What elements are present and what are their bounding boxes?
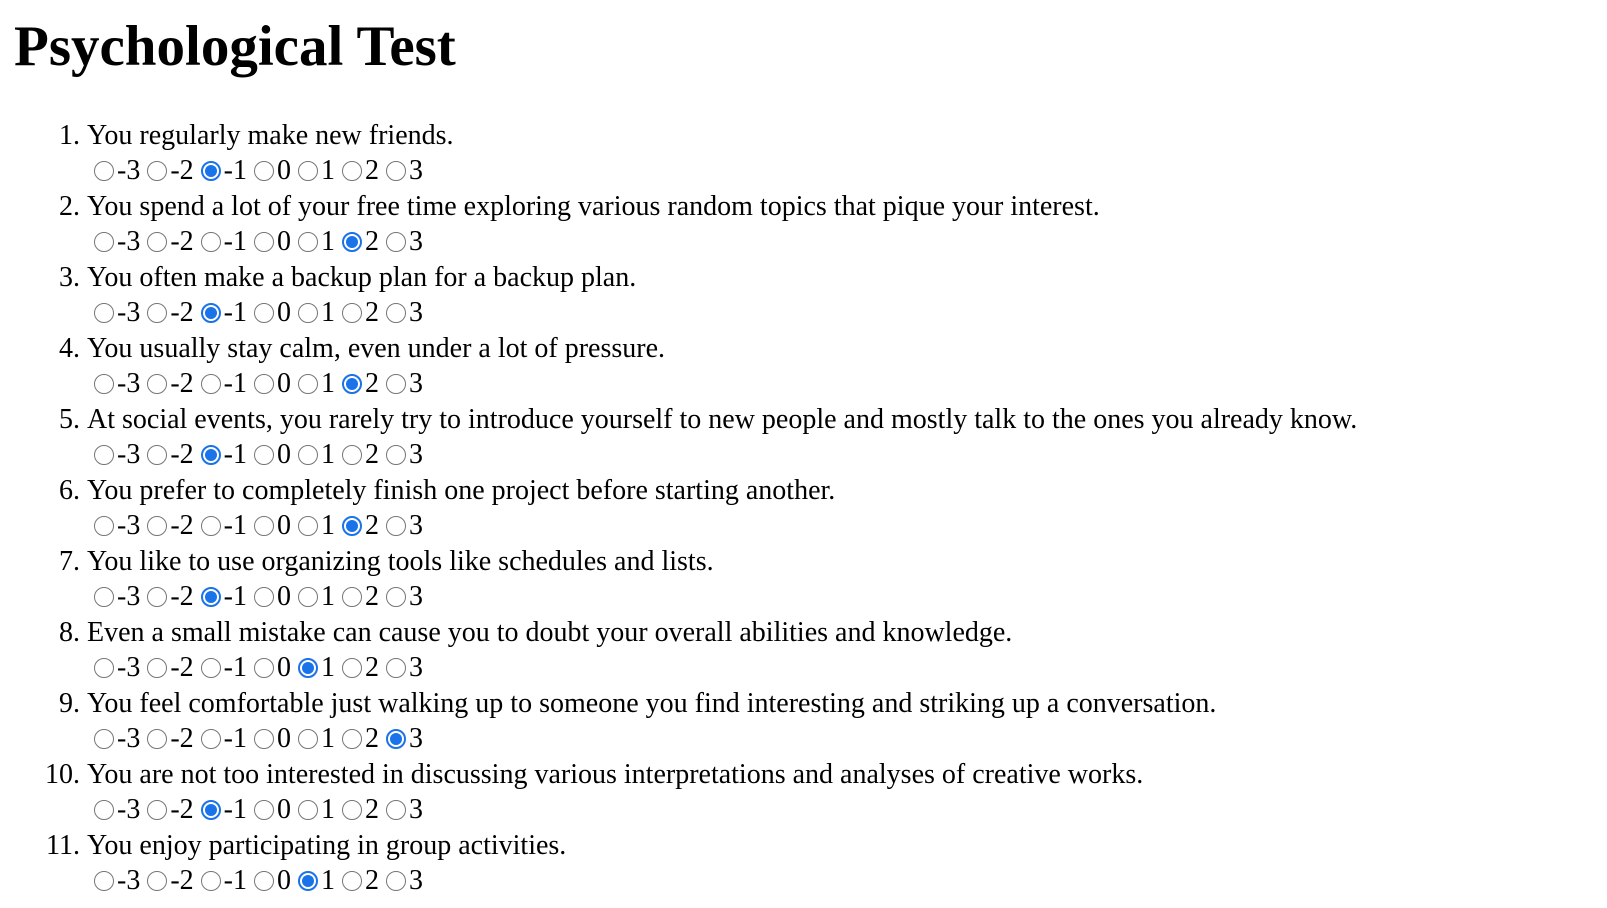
question-number: 4.	[59, 333, 80, 364]
radio-button[interactable]	[201, 232, 221, 252]
radio-button[interactable]	[298, 161, 318, 181]
radio-button[interactable]	[147, 658, 167, 678]
option-label: 3	[408, 581, 423, 612]
question-number: 5.	[59, 404, 80, 435]
answer-option[interactable]	[94, 793, 140, 827]
radio-button[interactable]	[201, 161, 221, 181]
answer-option[interactable]	[342, 438, 379, 472]
radio-button[interactable]	[147, 374, 167, 394]
option-label: 1	[320, 723, 335, 754]
answer-options	[94, 438, 430, 472]
answer-option[interactable]	[298, 793, 335, 827]
answer-option[interactable]	[342, 793, 379, 827]
answer-options	[94, 509, 430, 543]
option-label: 1	[320, 439, 335, 470]
answer-option[interactable]	[147, 509, 193, 543]
answer-option[interactable]	[201, 793, 247, 827]
option-label: 3	[408, 226, 423, 257]
answer-option[interactable]	[201, 154, 247, 188]
radio-button[interactable]	[254, 374, 274, 394]
question-line	[0, 402, 1357, 438]
option-label: 1	[320, 297, 335, 328]
answer-option[interactable]	[201, 367, 247, 401]
radio-button[interactable]	[254, 658, 274, 678]
radio-button[interactable]	[386, 445, 406, 465]
answer-option[interactable]	[94, 225, 140, 259]
answer-option[interactable]	[342, 651, 379, 685]
answer-option[interactable]	[201, 722, 247, 756]
radio-button[interactable]	[386, 800, 406, 820]
radio-dot-icon	[346, 236, 358, 248]
question-line	[0, 828, 566, 864]
option-label: 1	[320, 510, 335, 541]
question-number: 3.	[59, 262, 80, 293]
question-line	[0, 118, 454, 154]
question-text: Even a small mistake can cause you to doubt your overall abilities and knowledge.	[87, 617, 1013, 648]
answer-option[interactable]	[386, 438, 423, 472]
option-label: 2	[364, 226, 379, 257]
answer-options	[94, 225, 430, 259]
radio-button[interactable]	[298, 516, 318, 536]
radio-dot-icon	[346, 520, 358, 532]
radio-button[interactable]	[342, 587, 362, 607]
answer-option[interactable]	[94, 651, 140, 685]
answer-option[interactable]	[342, 580, 379, 614]
answer-option[interactable]	[342, 722, 379, 756]
radio-dot-icon	[302, 662, 314, 674]
option-label: 3	[408, 865, 423, 896]
option-label: -2	[170, 368, 194, 399]
radio-button[interactable]	[94, 658, 114, 678]
radio-button[interactable]	[201, 800, 221, 820]
radio-button[interactable]	[342, 800, 362, 820]
answer-option[interactable]	[147, 296, 193, 330]
radio-button[interactable]	[147, 445, 167, 465]
option-label: 2	[364, 155, 379, 186]
option-label: -3	[117, 865, 141, 896]
option-label: -1	[223, 297, 247, 328]
question-line	[0, 260, 636, 296]
option-label: -2	[170, 652, 194, 683]
radio-dot-icon	[205, 804, 217, 816]
option-label: -2	[170, 439, 194, 470]
answer-option[interactable]	[386, 864, 423, 898]
option-label: 1	[320, 652, 335, 683]
radio-button[interactable]	[94, 303, 114, 323]
radio-button[interactable]	[201, 445, 221, 465]
option-label: -3	[117, 439, 141, 470]
radio-button[interactable]	[94, 232, 114, 252]
question-text: You regularly make new friends.	[87, 120, 454, 151]
radio-button[interactable]	[298, 232, 318, 252]
option-label: -2	[170, 297, 194, 328]
answer-option[interactable]	[386, 509, 423, 543]
option-label: -3	[117, 581, 141, 612]
answer-option[interactable]	[147, 651, 193, 685]
option-label: -1	[223, 865, 247, 896]
option-label: 3	[408, 794, 423, 825]
answer-option[interactable]	[254, 509, 291, 543]
radio-button[interactable]	[298, 729, 318, 749]
answer-option[interactable]	[298, 438, 335, 472]
radio-button[interactable]	[342, 658, 362, 678]
question-text: You like to use organizing tools like schedules and lists.	[87, 546, 714, 577]
option-label: -3	[117, 226, 141, 257]
radio-button[interactable]	[201, 729, 221, 749]
answer-option[interactable]	[342, 509, 379, 543]
question-number: 9.	[59, 688, 80, 719]
radio-button[interactable]	[298, 800, 318, 820]
option-label: 3	[408, 368, 423, 399]
answer-option[interactable]	[201, 651, 247, 685]
option-label: -3	[117, 794, 141, 825]
option-label: -3	[117, 297, 141, 328]
option-label: 0	[276, 652, 291, 683]
radio-button[interactable]	[201, 303, 221, 323]
question-line	[0, 473, 835, 509]
radio-button[interactable]	[254, 800, 274, 820]
answer-options	[94, 367, 430, 401]
answer-option[interactable]	[254, 225, 291, 259]
answer-option[interactable]	[254, 367, 291, 401]
answer-option[interactable]	[342, 225, 379, 259]
answer-option[interactable]	[298, 509, 335, 543]
answer-option[interactable]	[298, 296, 335, 330]
answer-option[interactable]	[201, 509, 247, 543]
option-label: 0	[276, 155, 291, 186]
question-number: 6.	[59, 475, 80, 506]
answer-option[interactable]	[201, 225, 247, 259]
answer-option[interactable]	[94, 722, 140, 756]
option-label: -2	[170, 794, 194, 825]
answer-option[interactable]	[254, 864, 291, 898]
answer-option[interactable]	[386, 580, 423, 614]
option-label: -2	[170, 581, 194, 612]
radio-button[interactable]	[298, 303, 318, 323]
radio-button[interactable]	[254, 161, 274, 181]
option-label: -1	[223, 794, 247, 825]
option-label: -1	[223, 155, 247, 186]
radio-button[interactable]	[254, 729, 274, 749]
answer-option[interactable]	[147, 367, 193, 401]
option-label: 2	[364, 581, 379, 612]
question-list	[0, 118, 1607, 899]
option-label: -3	[117, 368, 141, 399]
option-label: -2	[170, 723, 194, 754]
answer-option[interactable]	[147, 225, 193, 259]
answer-option[interactable]	[386, 793, 423, 827]
radio-button[interactable]	[147, 303, 167, 323]
option-label: 0	[276, 297, 291, 328]
radio-button[interactable]	[298, 871, 318, 891]
question-number: 7.	[59, 546, 80, 577]
question-text: You prefer to completely finish one project before starting another.	[87, 475, 836, 506]
question-item	[0, 118, 1607, 189]
radio-button[interactable]	[94, 374, 114, 394]
answer-option[interactable]	[298, 580, 335, 614]
answer-option[interactable]	[298, 651, 335, 685]
answer-option[interactable]	[94, 580, 140, 614]
radio-button[interactable]	[201, 516, 221, 536]
radio-button[interactable]	[147, 871, 167, 891]
answer-option[interactable]	[94, 154, 140, 188]
radio-button[interactable]	[342, 303, 362, 323]
option-label: 0	[276, 865, 291, 896]
answer-options	[94, 722, 430, 756]
radio-button[interactable]	[254, 516, 274, 536]
radio-button[interactable]	[298, 374, 318, 394]
question-item	[0, 331, 1607, 402]
radio-button[interactable]	[147, 161, 167, 181]
option-label: -2	[170, 510, 194, 541]
option-label: 2	[364, 794, 379, 825]
question-number: 1.	[59, 120, 80, 151]
answer-option[interactable]	[147, 580, 193, 614]
question-item	[0, 260, 1607, 331]
radio-button[interactable]	[342, 516, 362, 536]
answer-option[interactable]	[386, 296, 423, 330]
question-line	[0, 544, 714, 580]
answer-option[interactable]	[386, 154, 423, 188]
page-title: Psychological Test	[14, 15, 456, 78]
option-label: 1	[320, 368, 335, 399]
question-item	[0, 402, 1607, 473]
question-number: 8.	[59, 617, 80, 648]
radio-button[interactable]	[386, 729, 406, 749]
answer-option[interactable]	[147, 722, 193, 756]
option-label: 2	[364, 652, 379, 683]
option-label: 2	[364, 723, 379, 754]
radio-button[interactable]	[342, 729, 362, 749]
option-label: 1	[320, 226, 335, 257]
radio-dot-icon	[302, 875, 314, 887]
question-item	[0, 473, 1607, 544]
radio-dot-icon	[205, 449, 217, 461]
option-label: -1	[223, 723, 247, 754]
option-label: 3	[408, 439, 423, 470]
radio-button[interactable]	[94, 445, 114, 465]
radio-button[interactable]	[254, 587, 274, 607]
answer-option[interactable]	[254, 651, 291, 685]
option-label: -2	[170, 865, 194, 896]
radio-button[interactable]	[201, 374, 221, 394]
answer-option[interactable]	[147, 154, 193, 188]
question-text: You spend a lot of your free time exploring various random topics that pique your interest.	[87, 191, 1100, 222]
radio-button[interactable]	[254, 445, 274, 465]
answer-option[interactable]	[254, 793, 291, 827]
radio-dot-icon	[346, 378, 358, 390]
question-line	[0, 615, 1012, 651]
option-label: 2	[364, 439, 379, 470]
option-label: 3	[408, 652, 423, 683]
radio-button[interactable]	[147, 516, 167, 536]
option-label: 1	[320, 865, 335, 896]
option-label: 1	[320, 794, 335, 825]
radio-button[interactable]	[94, 516, 114, 536]
answer-option[interactable]	[254, 580, 291, 614]
question-line	[0, 331, 665, 367]
radio-button[interactable]	[147, 800, 167, 820]
answer-option[interactable]	[342, 296, 379, 330]
answer-options	[94, 580, 430, 614]
radio-button[interactable]	[94, 871, 114, 891]
radio-button[interactable]	[147, 232, 167, 252]
option-label: -1	[223, 510, 247, 541]
answer-option[interactable]	[386, 722, 423, 756]
answer-option[interactable]	[386, 225, 423, 259]
radio-dot-icon	[205, 591, 217, 603]
answer-option[interactable]	[147, 793, 193, 827]
question-text: At social events, you rarely try to introduce yourself to new people and mostly talk to the ones you already know.	[87, 404, 1358, 435]
radio-button[interactable]	[201, 658, 221, 678]
radio-button[interactable]	[147, 729, 167, 749]
option-label: 2	[364, 865, 379, 896]
radio-button[interactable]	[94, 729, 114, 749]
option-label: 2	[364, 368, 379, 399]
radio-button[interactable]	[342, 445, 362, 465]
question-item	[0, 189, 1607, 260]
question-item	[0, 686, 1607, 757]
option-label: -1	[223, 439, 247, 470]
option-label: -3	[117, 652, 141, 683]
question-text: You enjoy participating in group activities.	[87, 830, 567, 861]
radio-button[interactable]	[94, 161, 114, 181]
answer-option[interactable]	[386, 367, 423, 401]
question-line	[0, 686, 1216, 722]
answer-option[interactable]	[298, 367, 335, 401]
question-item	[0, 615, 1607, 686]
answer-options	[94, 296, 430, 330]
question-text: You feel comfortable just walking up to someone you find interesting and striking up a conversation.	[87, 688, 1217, 719]
option-label: -1	[223, 226, 247, 257]
radio-button[interactable]	[201, 871, 221, 891]
question-text: You are not too interested in discussing various interpretations and analyses of creative works.	[87, 759, 1144, 790]
option-label: 2	[364, 510, 379, 541]
option-label: 1	[320, 155, 335, 186]
option-label: -2	[170, 226, 194, 257]
radio-button[interactable]	[254, 303, 274, 323]
radio-button[interactable]	[342, 374, 362, 394]
option-label: -1	[223, 581, 247, 612]
option-label: 3	[408, 510, 423, 541]
option-label: 0	[276, 794, 291, 825]
question-text: You often make a backup plan for a backup plan.	[87, 262, 637, 293]
radio-dot-icon	[205, 307, 217, 319]
radio-button[interactable]	[342, 232, 362, 252]
option-label: 3	[408, 297, 423, 328]
radio-button[interactable]	[386, 516, 406, 536]
answer-option[interactable]	[386, 651, 423, 685]
radio-button[interactable]	[386, 232, 406, 252]
answer-option[interactable]	[342, 367, 379, 401]
option-label: 1	[320, 581, 335, 612]
answer-option[interactable]	[201, 580, 247, 614]
radio-button[interactable]	[342, 871, 362, 891]
radio-button[interactable]	[298, 658, 318, 678]
question-item	[0, 828, 1607, 899]
answer-option[interactable]	[94, 367, 140, 401]
question-text: You usually stay calm, even under a lot of pressure.	[87, 333, 666, 364]
answer-option[interactable]	[298, 154, 335, 188]
answer-option[interactable]	[298, 722, 335, 756]
option-label: -1	[223, 652, 247, 683]
option-label: 3	[408, 723, 423, 754]
option-label: 3	[408, 155, 423, 186]
question-number: 2.	[59, 191, 80, 222]
radio-button[interactable]	[147, 587, 167, 607]
answer-option[interactable]	[94, 296, 140, 330]
answer-option[interactable]	[342, 864, 379, 898]
answer-option[interactable]	[147, 438, 193, 472]
option-label: 0	[276, 723, 291, 754]
radio-button[interactable]	[342, 161, 362, 181]
question-line	[0, 757, 1143, 793]
radio-button[interactable]	[254, 232, 274, 252]
radio-button[interactable]	[386, 303, 406, 323]
radio-button[interactable]	[386, 871, 406, 891]
answer-option[interactable]	[298, 225, 335, 259]
question-number: 10.	[45, 759, 80, 790]
answer-option[interactable]	[201, 296, 247, 330]
answer-option[interactable]	[254, 296, 291, 330]
option-label: -1	[223, 368, 247, 399]
radio-button[interactable]	[94, 800, 114, 820]
option-label: -3	[117, 155, 141, 186]
answer-option[interactable]	[342, 154, 379, 188]
radio-button[interactable]	[201, 587, 221, 607]
option-label: 0	[276, 510, 291, 541]
option-label: 0	[276, 226, 291, 257]
answer-option[interactable]	[94, 509, 140, 543]
option-label: 0	[276, 368, 291, 399]
option-label: 0	[276, 581, 291, 612]
question-item	[0, 544, 1607, 615]
radio-button[interactable]	[386, 374, 406, 394]
answer-option[interactable]	[94, 438, 140, 472]
radio-button[interactable]	[298, 445, 318, 465]
option-label: 0	[276, 439, 291, 470]
radio-dot-icon	[390, 733, 402, 745]
answer-option[interactable]	[94, 864, 140, 898]
question-line	[0, 189, 1100, 225]
answer-options	[94, 651, 430, 685]
radio-button[interactable]	[386, 587, 406, 607]
answer-option[interactable]	[201, 438, 247, 472]
answer-option[interactable]	[201, 864, 247, 898]
answer-options	[94, 864, 430, 898]
answer-options	[94, 154, 430, 188]
question-number: 11.	[46, 830, 80, 861]
answer-option[interactable]	[254, 154, 291, 188]
option-label: -3	[117, 510, 141, 541]
radio-button[interactable]	[386, 161, 406, 181]
radio-button[interactable]	[386, 658, 406, 678]
option-label: -2	[170, 155, 194, 186]
option-label: -3	[117, 723, 141, 754]
answer-options	[94, 793, 430, 827]
radio-button[interactable]	[94, 587, 114, 607]
answer-option[interactable]	[298, 864, 335, 898]
answer-option[interactable]	[254, 722, 291, 756]
radio-button[interactable]	[298, 587, 318, 607]
radio-dot-icon	[205, 165, 217, 177]
answer-option[interactable]	[147, 864, 193, 898]
radio-button[interactable]	[254, 871, 274, 891]
question-item	[0, 757, 1607, 828]
option-label: 2	[364, 297, 379, 328]
answer-option[interactable]	[254, 438, 291, 472]
